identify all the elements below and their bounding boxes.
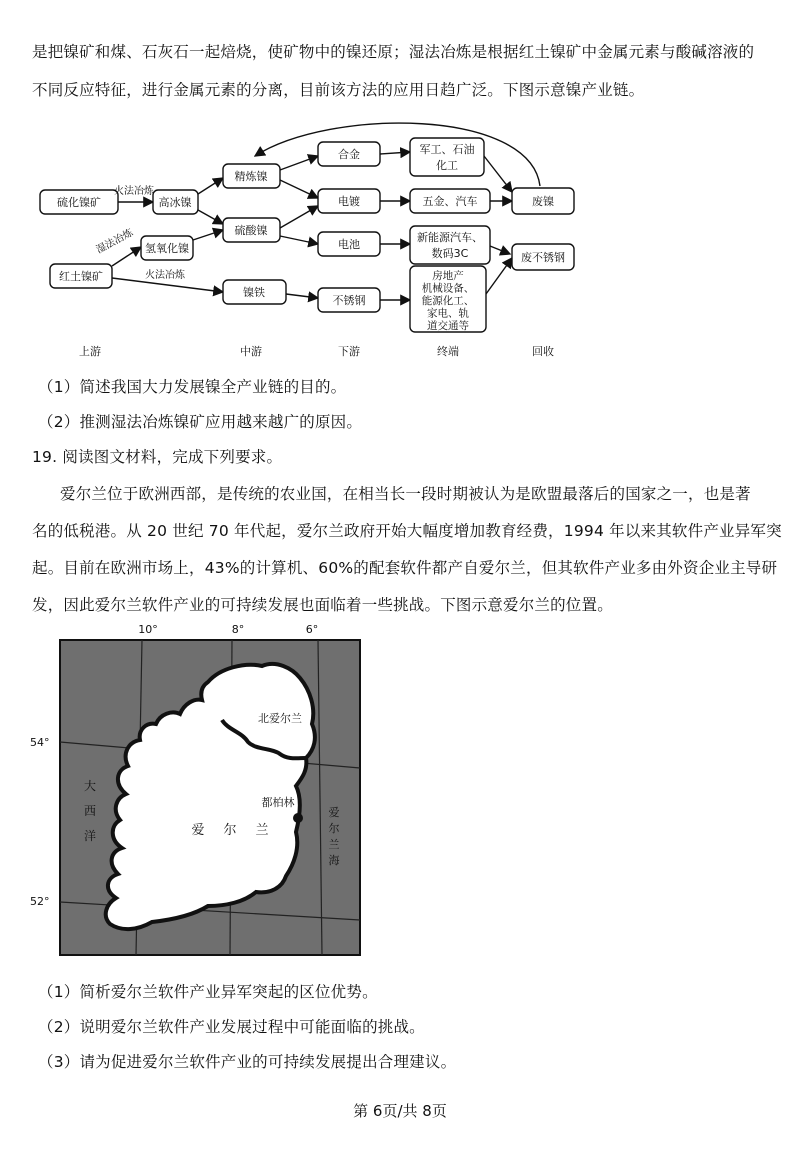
stage-upstream: 上游 bbox=[79, 345, 101, 358]
intro-line-1: 是把镍矿和煤、石灰石一起焙烧，使矿物中的镍还原；湿法冶炼是根据红土镍矿中金属元素与酸碱溶液的 bbox=[32, 43, 755, 61]
box-stainless: 不锈钢 bbox=[332, 294, 366, 307]
box-high-matte: 高冰镍 bbox=[158, 196, 192, 209]
label-wet-smelting: 湿法冶炼 bbox=[94, 227, 136, 257]
label-ireland-1: 爱 bbox=[191, 823, 205, 838]
stage-midstream: 中游 bbox=[240, 345, 262, 358]
box-nickel-hydroxide: 氢氧化镍 bbox=[145, 242, 189, 255]
lat-label-54: 54° bbox=[30, 736, 50, 749]
box-refined-nickel: 精炼镍 bbox=[234, 170, 268, 183]
box-military-2: 化工 bbox=[436, 159, 458, 172]
stage-recycle: 回收 bbox=[532, 345, 554, 358]
question-a-2: （2）推测湿法冶炼镍矿应用越来越广的原因。 bbox=[38, 413, 363, 431]
box-plating: 电镀 bbox=[338, 195, 360, 208]
box-realestate-2: 机械设备、 bbox=[421, 282, 475, 295]
q19-para-4: 发，因此爱尔兰软件产业的可持续发展也面临着一些挑战。下图示意爱尔兰的位置。 bbox=[32, 596, 613, 614]
label-atlantic-3: 洋 bbox=[83, 829, 97, 843]
box-alloy: 合金 bbox=[338, 148, 360, 161]
q19-para-2: 名的低税港。从 20 世纪 70 年代起，爱尔兰政府开始大幅度增加教育经费，1994 年以来其软件产业异军突 bbox=[32, 522, 782, 540]
q19-para-3: 起。目前在欧洲市场上，43%的计算机、60%的配套软件都产自爱尔兰，但其软件产业多由外资企业主导研 bbox=[32, 559, 778, 577]
stage-terminal: 终端 bbox=[437, 345, 459, 358]
question-b-1: （1）简析爱尔兰软件产业异军突起的区位优势。 bbox=[38, 983, 378, 1001]
box-sulfide-ore: 硫化镍矿 bbox=[57, 196, 101, 209]
question-b-3: （3）请为促进爱尔兰软件产业的可持续发展提出合理建议。 bbox=[38, 1053, 457, 1071]
label-atlantic-2: 西 bbox=[83, 804, 97, 818]
q19-title: 19. 阅读图文材料，完成下列要求。 bbox=[32, 448, 283, 466]
box-nev-2: 数码3C bbox=[431, 247, 469, 260]
label-dublin: 都柏林 bbox=[261, 796, 295, 809]
box-laterite-ore: 红土镍矿 bbox=[59, 270, 103, 283]
nickel-chain-diagram bbox=[30, 118, 590, 363]
intro-line-2: 不同反应特征，进行金属元素的分离，目前该方法的应用日趋广泛。下图示意镍产业链。 bbox=[32, 81, 645, 99]
label-irish-sea-1: 爱 bbox=[328, 806, 340, 819]
label-northern-ireland: 北爱尔兰 bbox=[258, 712, 302, 725]
dublin-dot bbox=[293, 813, 303, 823]
label-ireland-3: 兰 bbox=[255, 823, 269, 838]
box-nickel-iron: 镍铁 bbox=[243, 286, 265, 299]
box-battery: 电池 bbox=[338, 238, 360, 251]
label-irish-sea-2: 尔 bbox=[328, 822, 340, 835]
box-hardware: 五金、汽车 bbox=[422, 195, 478, 208]
box-scrap-stainless: 废不锈钢 bbox=[521, 251, 565, 264]
box-military-1: 军工、石油 bbox=[419, 143, 475, 156]
box-nickel-sulfate: 硫酸镍 bbox=[234, 224, 268, 237]
question-b-2: （2）说明爱尔兰软件产业发展过程中可能面临的挑战。 bbox=[38, 1018, 425, 1036]
lon-label-8: 8° bbox=[231, 623, 245, 636]
box-realestate-3: 能源化工、 bbox=[421, 295, 475, 307]
lon-label-10: 10° bbox=[138, 623, 158, 636]
lat-label-52: 52° bbox=[30, 895, 50, 908]
lon-label-6: 6° bbox=[305, 623, 319, 636]
label-fire-smelting-2: 火法冶炼 bbox=[145, 270, 185, 281]
box-realestate-1: 房地产 bbox=[432, 270, 464, 282]
box-scrap-nickel: 废镍 bbox=[532, 195, 554, 208]
label-ireland-2: 尔 bbox=[223, 823, 237, 838]
page-footer: 第 6页/共 8页 bbox=[353, 1102, 447, 1120]
box-nev-1: 新能源汽车、 bbox=[417, 231, 483, 244]
ireland-map bbox=[30, 620, 370, 960]
stage-downstream: 下游 bbox=[338, 345, 360, 358]
label-irish-sea-3: 兰 bbox=[328, 838, 340, 851]
label-fire-smelting-1: 火法冶炼 bbox=[114, 186, 154, 197]
box-realestate-5: 道交通等 bbox=[427, 320, 469, 332]
q19-para-1: 爱尔兰位于欧洲西部，是传统的农业国，在相当长一段时期被认为是欧盟最落后的国家之一，也是著 bbox=[60, 485, 751, 503]
box-realestate-4: 家电、轨 bbox=[427, 307, 469, 320]
label-irish-sea-4: 海 bbox=[328, 854, 340, 867]
question-a-1: （1）简述我国大力发展镍全产业链的目的。 bbox=[38, 378, 347, 396]
label-atlantic-1: 大 bbox=[83, 779, 97, 793]
